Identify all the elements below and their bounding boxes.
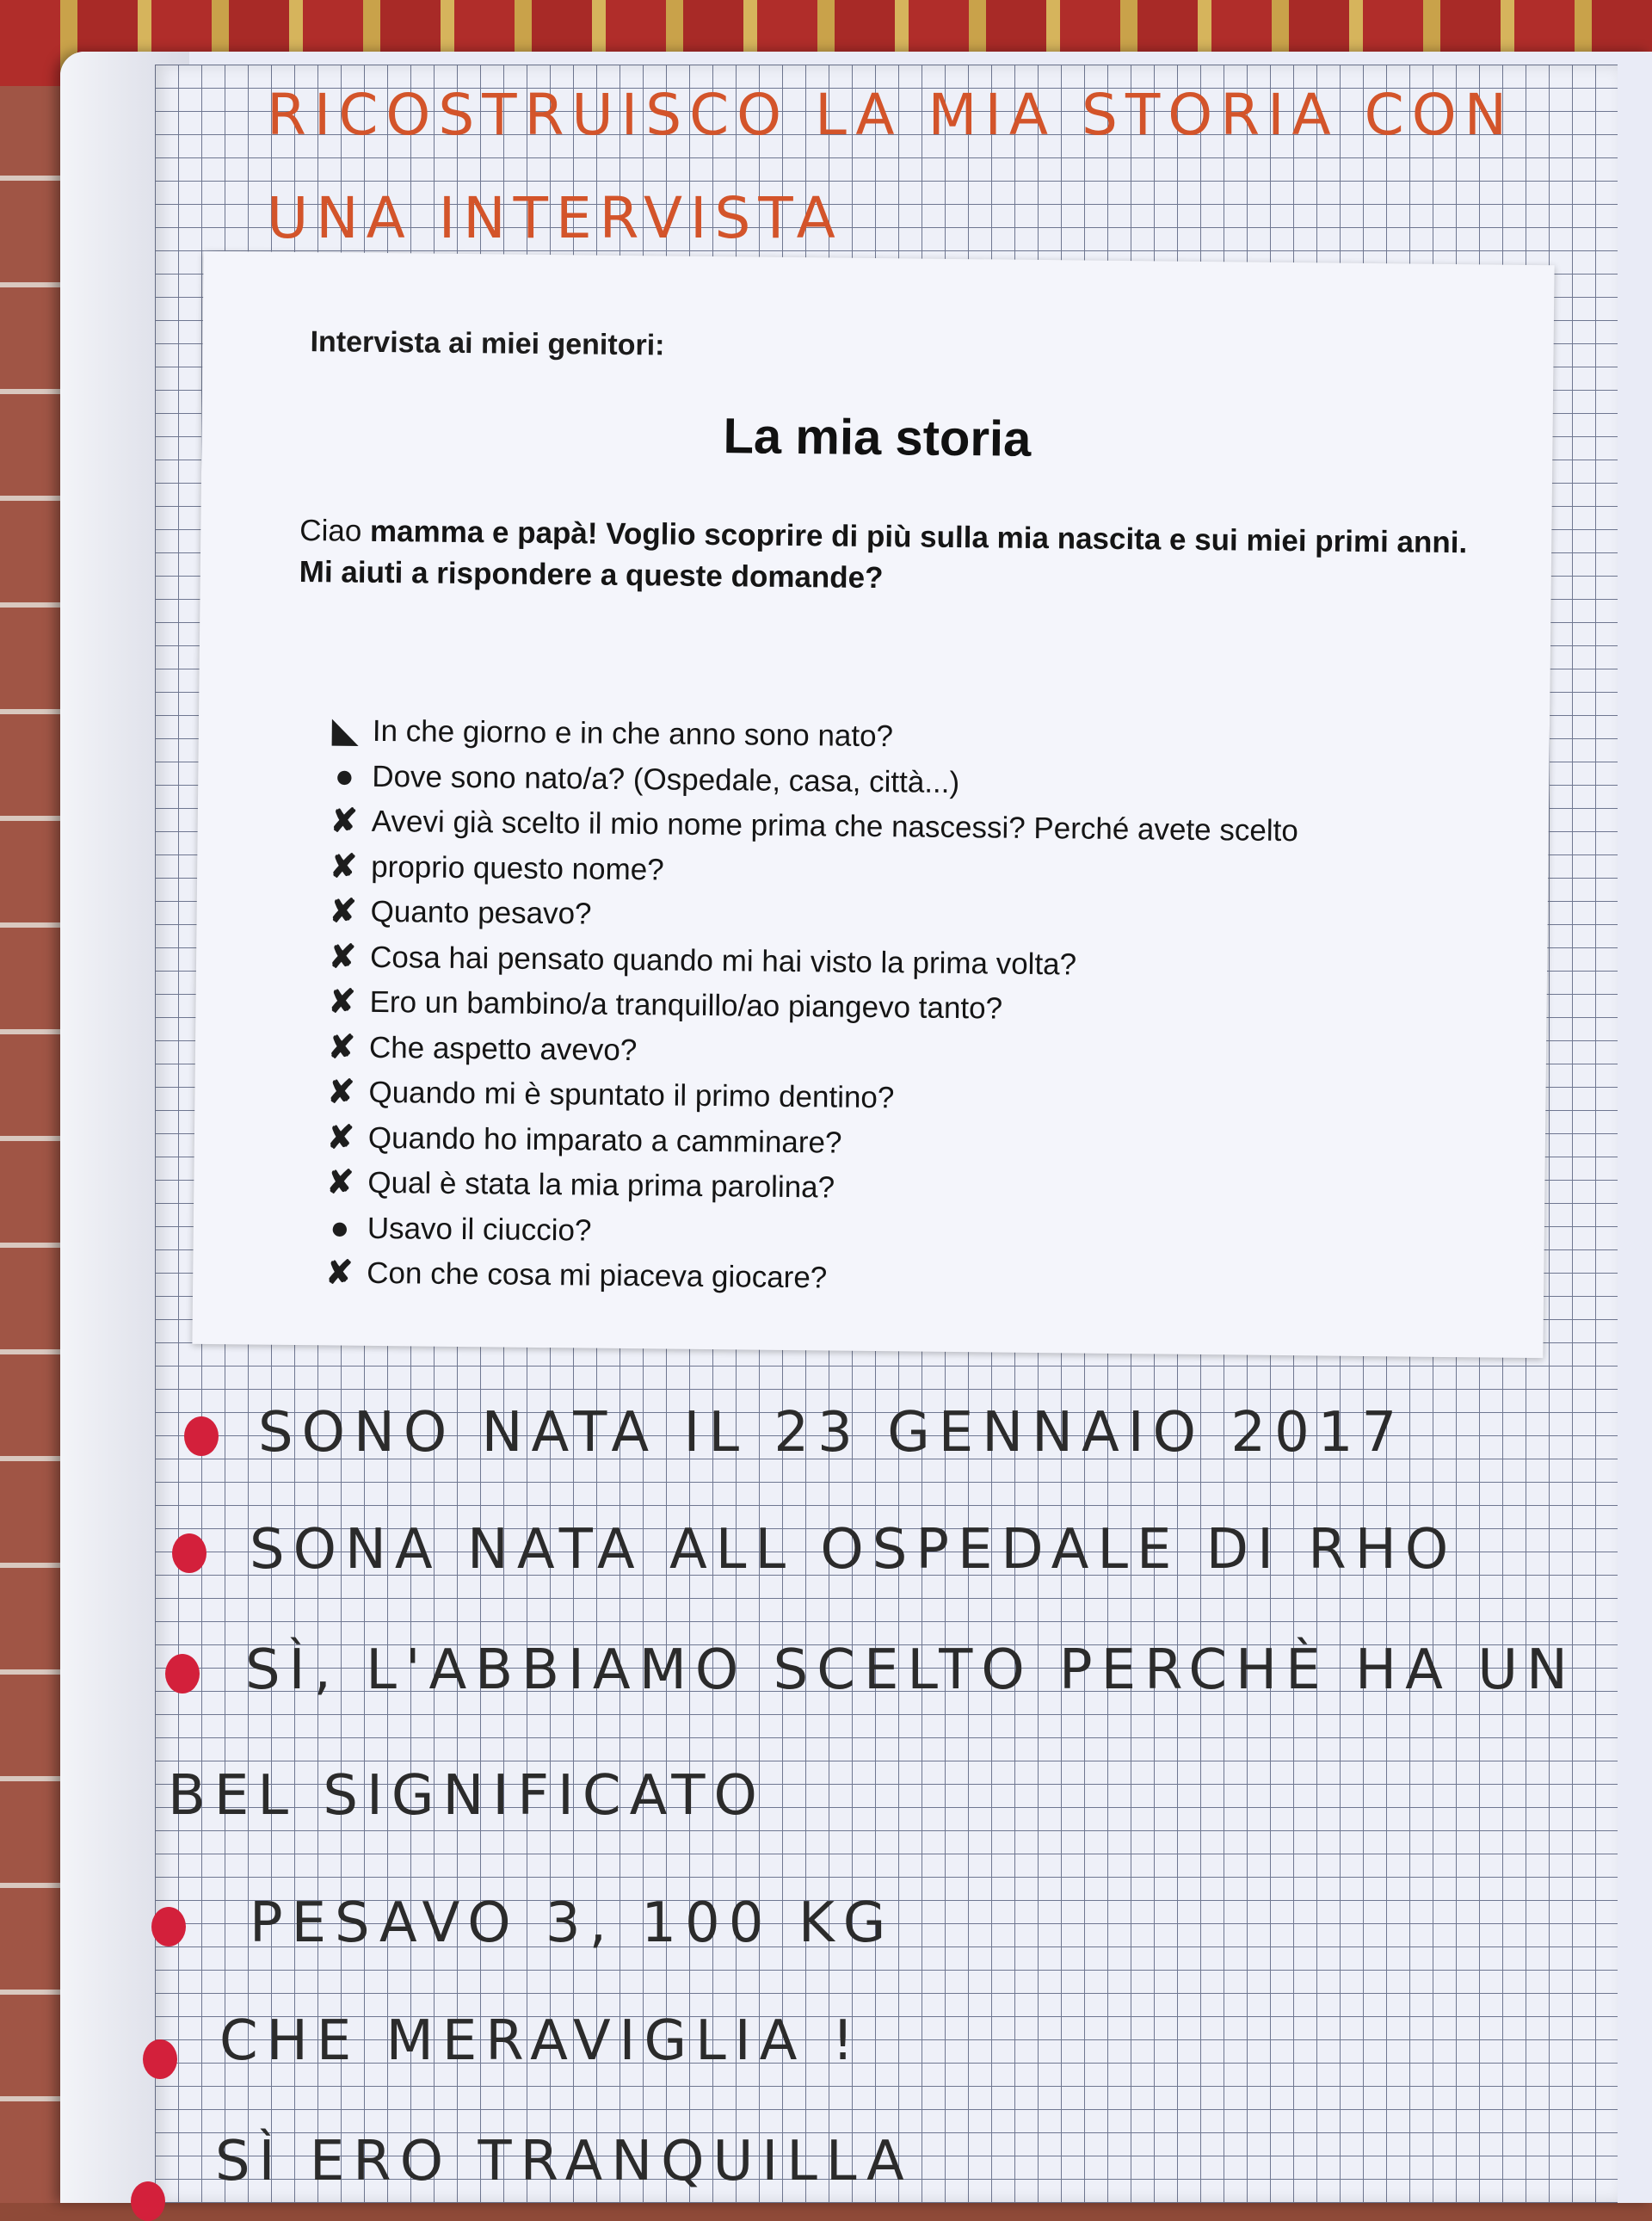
question-item: ✘ Con che cosa mi piaceva giocare? [322, 1250, 1526, 1308]
question-item: ✘ Quanto pesavo? [325, 889, 1530, 947]
check-mark-icon: ◣ [332, 713, 358, 750]
check-mark-icon: ✘ [328, 938, 357, 976]
answer-line: CHE MERAVIGLIA ! [219, 2009, 863, 2073]
check-mark-icon: ✘ [330, 848, 358, 885]
intro-text: mamma e papà! Voglio scoprire di più sulla mia nascita e sui miei primi anni. Mi aiuti a rispondere a queste domande? [299, 514, 1468, 595]
question-item: ✘ Quando mi è spuntato il primo dentino? [324, 1070, 1528, 1127]
check-mark-icon: ✘ [330, 803, 358, 840]
check-mark-icon: ✘ [329, 893, 357, 930]
question-item: ✘ Quando ho imparato a camminare? [324, 1115, 1528, 1173]
question-item: ✘ Cosa hai pensato quando mi hai visto la prima volta? [325, 935, 1530, 992]
question-list [322, 708, 1532, 1308]
answer-line: BEL SIGNIFICATO [168, 1764, 766, 1828]
sheet-subtitle: Intervista ai miei genitori: [310, 325, 665, 362]
printed-interview-sheet [192, 251, 1554, 1358]
answer-line: SÌ, L'ABBIAMO SCELTO PERCHÈ HA UN [245, 1638, 1576, 1702]
question-item: ✘ Che aspetto avevo? [324, 1025, 1529, 1083]
question-item: ● Usavo il ciuccio? [323, 1206, 1527, 1263]
check-mark-icon: ✘ [328, 984, 356, 1021]
question-item: ✘ Avevi già scelto il mio nome prima che nascessi? Perché avete scelto [326, 799, 1531, 856]
check-mark-icon: ✘ [325, 1255, 354, 1292]
check-mark-icon: ✘ [326, 1164, 354, 1201]
check-mark-icon: ✘ [327, 1028, 356, 1066]
check-mark-icon: ● [334, 757, 354, 795]
sheet-intro [299, 510, 1505, 606]
answer-line: SONO NATA IL 23 GENNAIO 2017 [258, 1401, 1406, 1465]
check-mark-icon: ✘ [326, 1119, 355, 1157]
question-item: ◣ In che giorno e in che anno sono nato? [328, 708, 1532, 766]
heading-line-2: UNA INTERVISTA [267, 185, 843, 251]
check-mark-icon: ✘ [327, 1074, 355, 1111]
answer-line: SÌ ERO TRANQUILLA [215, 2130, 913, 2193]
question-item: ✘ Qual è stata la mia prima parolina? [323, 1160, 1527, 1218]
sheet-title: La mia storia [723, 408, 1032, 467]
question-item: ✘ Ero un bambino/a tranquillo/ao piangevo tanto? [324, 979, 1529, 1037]
answer-line: SONA NATA ALL OSPEDALE DI RHO [250, 1518, 1458, 1582]
intro-lead: Ciao [299, 514, 362, 548]
answer-line: PESAVO 3, 100 KG [250, 1891, 895, 1955]
check-mark-icon: ● [330, 1209, 350, 1247]
question-item: ✘ proprio questo nome? [326, 844, 1531, 902]
question-item: ● Dove sono nato/a? (Ospedale, casa, città...) [327, 754, 1532, 811]
heading-line-1: RICOSTRUISCO LA MIA STORIA CON [267, 82, 1515, 148]
